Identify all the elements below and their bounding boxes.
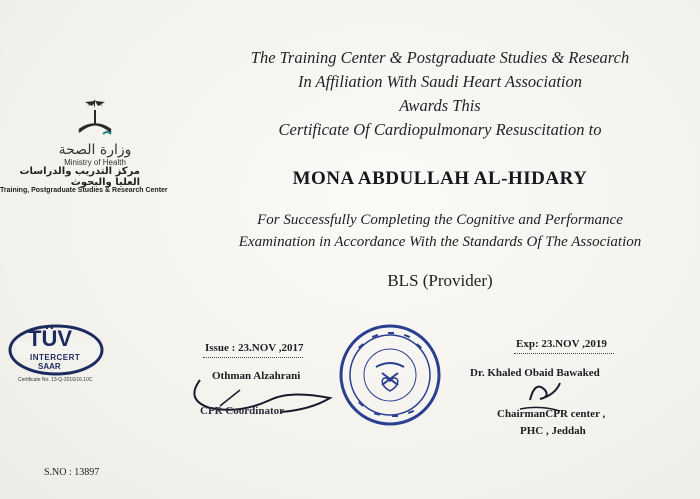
ministry-arabic-name: وزارة الصحة	[58, 142, 132, 158]
chairman-location: PHC , Jeddah	[520, 425, 586, 437]
header-line-2: In Affiliation With Saudi Heart Association	[297, 72, 583, 91]
coordinator-role: CPR Coordinator	[200, 405, 285, 417]
ministry-english-name: Ministry of Health	[64, 158, 126, 167]
recipient-name: MONA ABDULLAH AL-HIDARY	[292, 168, 588, 189]
reason-line-1: For Successfully Completing the Cognitive and Performance	[257, 212, 623, 228]
chairman-role: ChairmanCPR center ,	[497, 408, 606, 420]
expiry-divider	[514, 353, 614, 354]
saudi-heart-association-seal-icon	[338, 323, 442, 427]
tuv-saar-text: SAAR	[38, 362, 61, 371]
ministry-logo	[40, 98, 150, 168]
reason-line-2: Examination in Accordance With the Standards Of The Association	[238, 234, 642, 250]
tuv-intercert-text: INTERCERT	[30, 353, 81, 362]
tuv-wordmark: TÜV	[28, 326, 72, 351]
issue-divider	[203, 357, 303, 358]
certificate-reason	[200, 209, 680, 253]
header-line-3: Awards This	[399, 96, 481, 115]
training-center-english: Training, Postgraduate Studies & Research Center	[0, 187, 168, 194]
course-name: BLS (Provider)	[387, 271, 493, 290]
header-line-1: The Training Center & Postgraduate Studies & Research	[250, 48, 630, 67]
tuv-intercert-logo	[6, 322, 106, 392]
header-line-4: Certificate Of Cardiopulmonary Resuscitation to	[278, 120, 602, 139]
certificate-header	[200, 46, 680, 142]
tuv-certificate-number: Certificate No. 13-Q-2016/16.10C	[18, 377, 93, 383]
training-center-arabic: مركز التدريب والدراسات العليا والبحوث	[19, 166, 140, 188]
chairman-name: Dr. Khaled Obaid Bawaked	[470, 367, 600, 379]
issue-date: Issue : 23.NOV ,2017	[205, 342, 304, 354]
serial-number: S.NO : 13897	[44, 467, 100, 478]
expiry-date: Exp: 23.NOV ,2019	[516, 338, 607, 350]
palm-swords-emblem-icon	[73, 98, 117, 140]
coordinator-name: Othman Alzahrani	[212, 370, 301, 382]
